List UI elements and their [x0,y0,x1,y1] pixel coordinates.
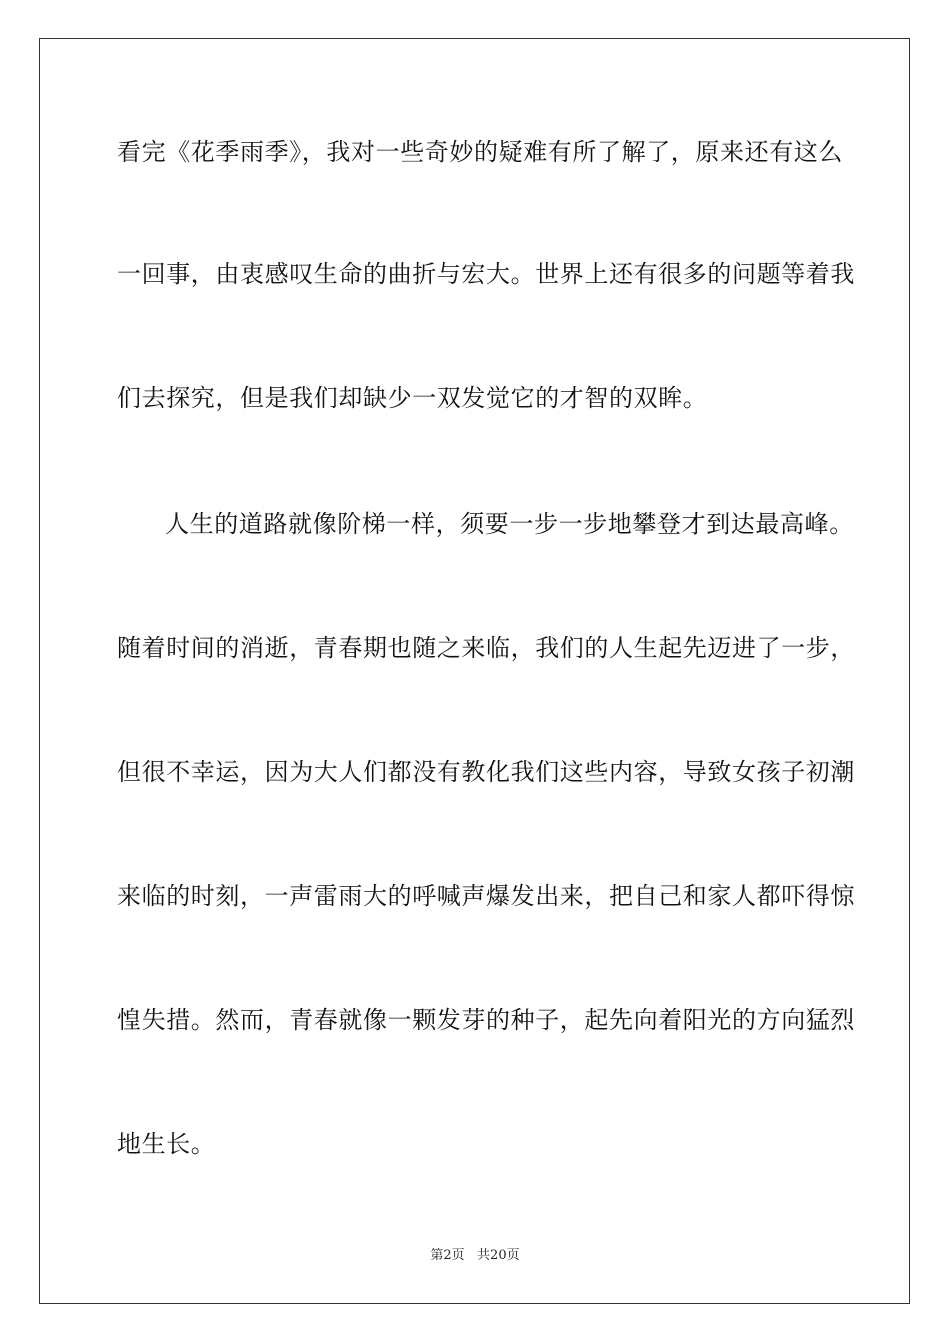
paragraph-line: 随着时间的消逝，青春期也随之来临，我们的人生起先迈进了一步， [117,634,855,662]
page-number: 第2页 共20页 [430,1248,520,1263]
paragraph-line: 看完《花季雨季》，我对一些奇妙的疑难有所了解了，原来还有这么 [117,138,843,166]
paragraph-line: 地生长。 [117,1130,216,1158]
paragraph-line: 一回事，由衷感叹生命的曲折与宏大。世界上还有很多的问题等着我 [117,260,855,288]
paragraph-line: 但很不幸运，因为大人们都没有教化我们这些内容，导致女孩子初潮 [117,758,855,786]
paragraph-line: 惶失措。然而，青春就像一颗发芽的种子，起先向着阳光的方向猛烈 [117,1006,855,1034]
paragraph-line: 来临的时刻，一声雷雨大的呼喊声爆发出来，把自己和家人都吓得惊 [117,882,855,910]
paragraph-line: 人生的道路就像阶梯一样，须要一步一步地攀登才到达最高峰。 [165,510,854,538]
paragraph-line: 们去探究，但是我们却缺少一双发觉它的才智的双眸。 [117,384,708,412]
page-border [39,38,910,1304]
